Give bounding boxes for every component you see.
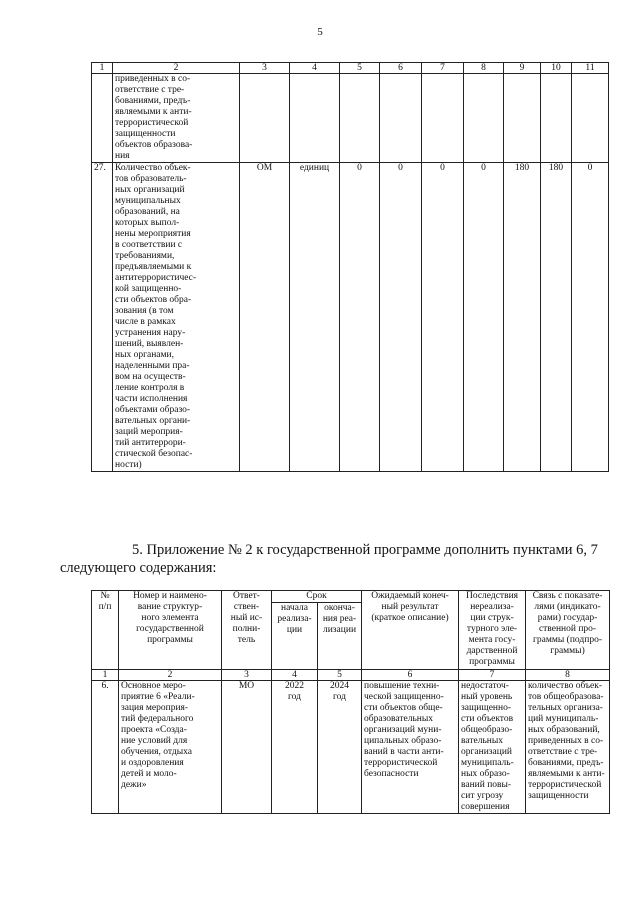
col-num: 4 — [272, 670, 318, 681]
col-num: 6 — [362, 670, 459, 681]
col-num: 8 — [526, 670, 610, 681]
header-link: Связь с показате- лями (индикато- рами) государ- ственной про- граммы (подпро- граммы) — [526, 591, 610, 670]
col-num: 7 — [459, 670, 526, 681]
col-num: 5 — [340, 63, 380, 74]
col-num: 11 — [572, 63, 609, 74]
table-row-6 — [92, 681, 610, 814]
start-year: 2022 год — [272, 681, 318, 814]
col-num: 2 — [119, 670, 222, 681]
unit: единиц — [290, 163, 340, 472]
header-start: начала реализа- ции — [272, 603, 318, 670]
indicators-table — [91, 62, 609, 472]
header-result: Ожидаемый конеч- ный результат (краткое описание) — [362, 591, 459, 670]
col-num: 4 — [290, 63, 340, 74]
value: 0 — [422, 163, 464, 472]
header-num: № п/п — [92, 591, 119, 670]
col-num: 9 — [504, 63, 541, 74]
column-number-row — [92, 670, 610, 681]
expected-result: повышение техни- ческой защищенно- сти объектов обще- образовательных организаций муни- ципальных образо- ваний в части анти- террористической безопасности — [362, 681, 459, 814]
column-number-row — [92, 63, 609, 74]
indicator-name: Количество объек- тов образователь- ных организаций муниципальных образований, на которых выпол- нены мероприятия в соответствии с требованиями, предъявляемыми к антитеррористичес- кой защищенно- сти объектов обра- зования (в том числе в рамках устранения нару- шений, выявлен- ных органами, наделенными пра- вом на осуществ- ление контроля в части исполнения объектами образо- вательных органи- заций мероприя- тий антитеррори- стической безопас- ности) — [113, 163, 240, 472]
value: 0 — [340, 163, 380, 472]
row-number: 6. — [92, 681, 119, 814]
indicator-link: количество объек- тов общеобразова- тельных организа- ций муниципаль- ных образований, приведенных в со- ответствие с тре- бованиями, предъ- являемыми к анти- террористической защищенности — [526, 681, 610, 814]
header-term: Срок — [272, 591, 362, 603]
header-consequences: Последствия нереализа- ции струк- турного эле- мента госу- дарственной программы — [459, 591, 526, 670]
col-num: 5 — [318, 670, 362, 681]
col-num: 2 — [113, 63, 240, 74]
row-number: 27. — [92, 163, 113, 472]
table-row-27 — [92, 163, 609, 472]
col-num: 8 — [464, 63, 504, 74]
responsible: ОМ — [240, 163, 290, 472]
section-heading: 5. Приложение № 2 к государственной программе дополнить пунктами 6, 7 следующего содержания: — [60, 542, 598, 576]
col-num: 1 — [92, 63, 113, 74]
col-num: 10 — [541, 63, 572, 74]
value: 0 — [380, 163, 422, 472]
header-responsible: Ответ- ствен- ный ис- полни- тель — [222, 591, 272, 670]
element-name: Основное меро- приятие 6 «Реали- зация мероприя- тий федерального проекта «Созда- ние условий для обучения, отдыха и оздоровления детей и моло- дежи» — [119, 681, 222, 814]
col-num: 3 — [222, 670, 272, 681]
value: 0 — [572, 163, 609, 472]
header-name: Номер и наимено- вание структур- ного элемента государственной программы — [119, 591, 222, 670]
header-row — [92, 591, 610, 603]
col-num: 3 — [240, 63, 290, 74]
table-row-continuation — [92, 74, 609, 163]
consequences: недостаточ- ный уровень защищенно- сти объектов общеобразо- вательных организаций муниципаль- ных образо- ваний повы- сит угрозу совершения — [459, 681, 526, 814]
header-end: оконча- ния реа- лизации — [318, 603, 362, 670]
structural-elements-table — [91, 590, 610, 814]
continued-indicator-name: приведенных в со- ответствие с тре- бованиями, предъ- являемыми к анти- террористической защищенности объектов образова- ния — [113, 74, 240, 163]
col-num: 1 — [92, 670, 119, 681]
end-year: 2024 год — [318, 681, 362, 814]
value: 180 — [541, 163, 572, 472]
page-number: 5 — [317, 26, 323, 38]
value: 0 — [464, 163, 504, 472]
value: 180 — [504, 163, 541, 472]
responsible: МО — [222, 681, 272, 814]
col-num: 6 — [380, 63, 422, 74]
col-num: 7 — [422, 63, 464, 74]
